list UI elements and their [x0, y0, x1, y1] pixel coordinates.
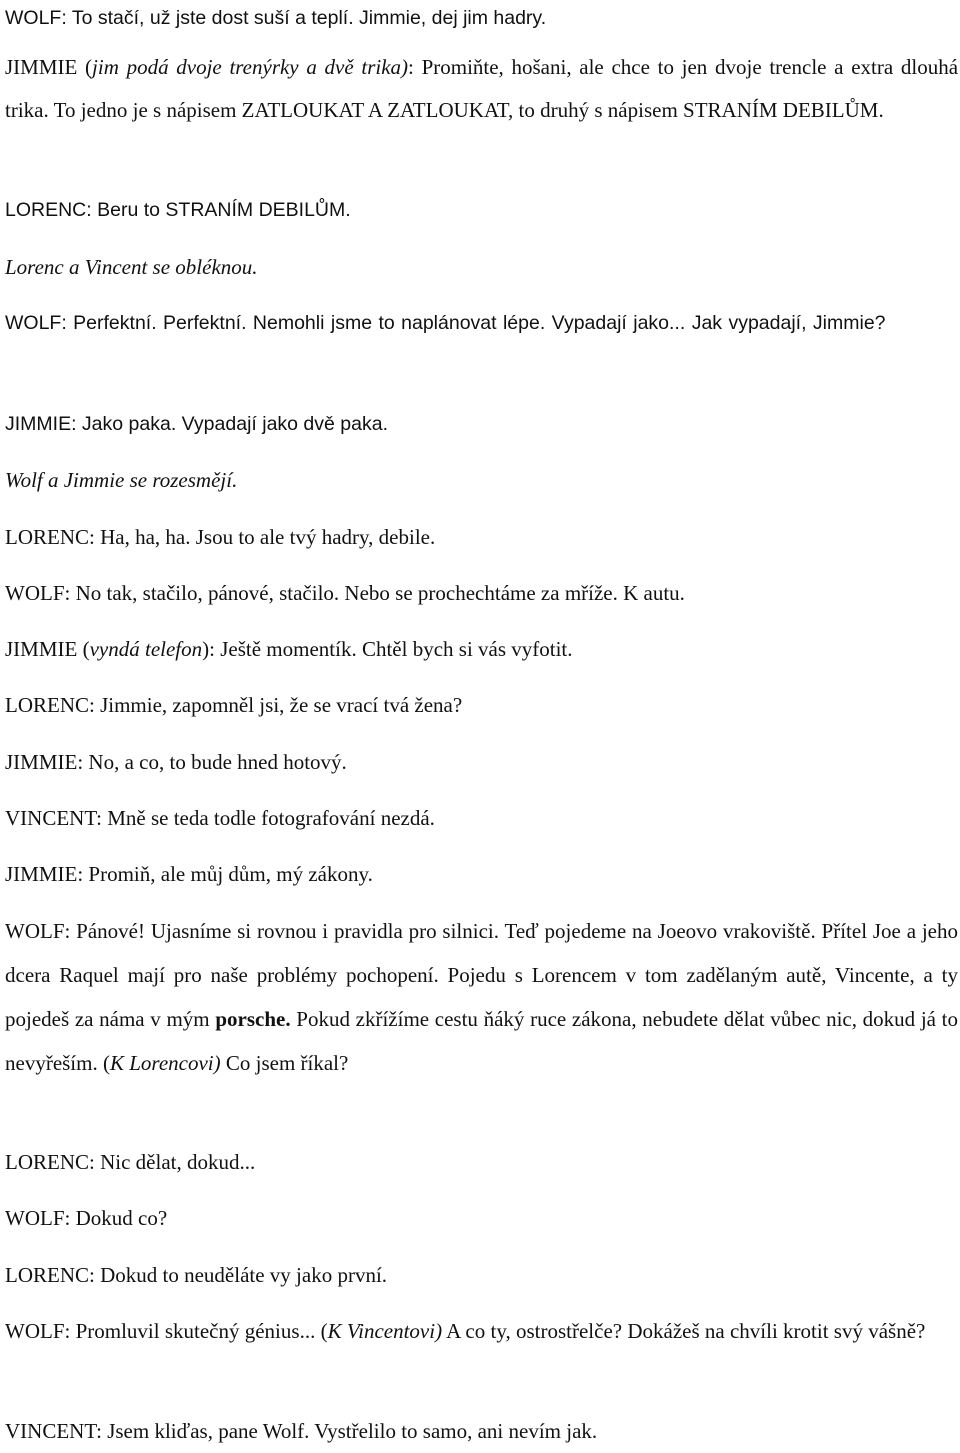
speaker: JIMMIE: [5, 750, 84, 774]
speaker: WOLF: [5, 919, 71, 943]
speaker: LORENC: [5, 693, 95, 717]
dialogue-line: JIMMIE (vyndá telefon): Ještě momentík. Chtěl bych si vás vyfotit. [5, 637, 573, 661]
speaker: JIMMIE: [5, 862, 84, 886]
speaker: WOLF: [5, 312, 67, 334]
dialogue-line: WOLF: Perfektní. Perfektní. Nemohli jsme to naplánovat lépe. Vypadají jako... Jak vypadají, Jimmie? [5, 312, 886, 334]
speaker: LORENC: [5, 199, 92, 221]
speaker: WOLF: [5, 7, 67, 29]
dialogue-line: JIMMIE: No, a co, to bude hned hotový. [5, 750, 347, 774]
speaker: WOLF: [5, 581, 71, 605]
stage-direction: jim podá dvoje trenýrky a dvě trika) [92, 55, 409, 79]
dialogue-line: WOLF: To stačí, už jste dost suší a teplí. Jimmie, dej jim hadry. [5, 7, 547, 29]
stage-direction: K Lorencovi) [109, 1051, 221, 1075]
stage-direction: Lorenc a Vincent se obléknou. [5, 255, 258, 279]
dialogue-line: VINCENT: Jsem kliďas, pane Wolf. Vystřelilo to samo, ani nevím jak. [5, 1419, 598, 1443]
speaker: WOLF: [5, 1319, 71, 1343]
speaker: WOLF: [5, 1206, 71, 1230]
speaker: JIMMIE [5, 55, 78, 79]
speaker: LORENC: [5, 1263, 95, 1287]
stage-direction: Wolf a Jimmie se rozesmějí. [5, 468, 238, 492]
dialogue-line: LORENC: Ha, ha, ha. Jsou to ale tvý hadry, debile. [5, 525, 436, 549]
dialogue-line: LORENC: Beru to STRANÍM DEBILŮM. [5, 199, 351, 221]
dialogue-line: JIMMIE: Promiň, ale můj dům, mý zákony. [5, 862, 373, 886]
speaker: LORENC: [5, 1150, 95, 1174]
speaker: JIMMIE [5, 637, 78, 661]
dialogue-line: LORENC: Jimmie, zapomněl jsi, že se vrací tvá žena? [5, 693, 463, 717]
dialogue-line: WOLF: Promluvil skutečný génius... (K Vincentovi) A co ty, ostrostřelče? Dokážeš na chvíli krotit svý vášně? [5, 1319, 926, 1343]
dialogue-line: VINCENT: Mně se teda todle fotografování nezdá. [5, 806, 435, 830]
stage-direction: vyndá telefon [89, 637, 203, 661]
dialogue-line: LORENC: Nic dělat, dokud... [5, 1150, 256, 1174]
dialogue-line: WOLF: Dokud co? [5, 1206, 168, 1230]
stage-direction: K Vincentovi) [327, 1319, 443, 1343]
speaker: VINCENT: [5, 1419, 102, 1443]
speaker: JIMMIE: [5, 413, 77, 435]
speaker: LORENC: [5, 525, 95, 549]
speaker: VINCENT: [5, 806, 102, 830]
dialogue-line: WOLF: No tak, stačilo, pánové, stačilo. Nebo se prochechtáme za mříže. K autu. [5, 581, 685, 605]
dialogue-line: JIMMIE: Jako paka. Vypadají jako dvě paka. [5, 413, 388, 435]
dialogue-line: WOLF: Pánové! Ujasníme si rovnou i pravidla pro silnici. Teď pojedeme na Joeovo vrakoviště. Přítel Joe a jeho dcera Raquel mají pro naše problémy pochopení. Pojedu s Lorencem v tom zadělaným autě, Vincente, a ty pojedeš za náma v mým porsche. Pokud zkřížíme cestu ňáký ruce zákona, nebudete dělat vůbec nic, dokud já to nevyřeším. (K Lorencovi) Co jsem říkal? [5, 919, 959, 1075]
dialogue-line: JIMMIE (jim podá dvoje trenýrky a dvě trika): Promiňte, hošani, ale chce to jen dvoje trencle a extra dlouhá trika. To jedno je s nápisem ZATLOUKAT A ZATLOUKAT, to druhý s nápisem STRANÍM DEBILŮM. [5, 55, 959, 122]
dialogue-line: LORENC: Dokud to neuděláte vy jako první. [5, 1263, 388, 1287]
